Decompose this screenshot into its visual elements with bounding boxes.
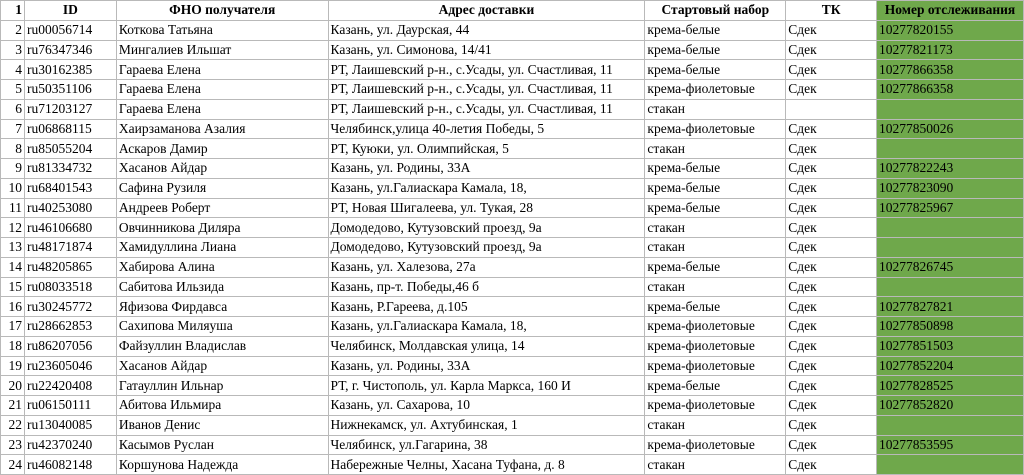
cell-tk[interactable]: Сдек xyxy=(786,376,877,396)
row-number[interactable]: 9 xyxy=(1,159,25,179)
cell-fio[interactable]: Касымов Руслан xyxy=(116,435,328,455)
cell-fio[interactable]: Гатауллин Ильнар xyxy=(116,376,328,396)
column-header-kit[interactable]: Стартовый набор xyxy=(645,1,786,21)
cell-tracking[interactable]: 10277823090 xyxy=(877,178,1024,198)
cell-id[interactable]: ru86207056 xyxy=(24,336,116,356)
cell-tk[interactable]: Сдек xyxy=(786,277,877,297)
cell-tracking[interactable] xyxy=(877,139,1024,159)
cell-tracking[interactable] xyxy=(877,218,1024,238)
cell-kit[interactable]: стакан xyxy=(645,415,786,435)
row-number[interactable]: 3 xyxy=(1,40,25,60)
cell-address[interactable]: Казань, ул. Даурская, 44 xyxy=(328,20,645,40)
cell-id[interactable]: ru71203127 xyxy=(24,99,116,119)
cell-kit[interactable]: стакан xyxy=(645,99,786,119)
cell-kit[interactable]: крема-фиолетовые xyxy=(645,336,786,356)
cell-id[interactable]: ru48205865 xyxy=(24,257,116,277)
cell-id[interactable]: ru48171874 xyxy=(24,238,116,258)
cell-tracking[interactable] xyxy=(877,415,1024,435)
cell-id[interactable]: ru08033518 xyxy=(24,277,116,297)
table-row xyxy=(1,376,1024,396)
cell-kit[interactable]: крема-фиолетовые xyxy=(645,119,786,139)
cell-address[interactable]: Казань, ул. Халезова, 27а xyxy=(328,257,645,277)
cell-fio[interactable]: Хасанов Айдар xyxy=(116,356,328,376)
cell-tk[interactable]: Сдек xyxy=(786,356,877,376)
cell-id[interactable]: ru23605046 xyxy=(24,356,116,376)
table-row xyxy=(1,257,1024,277)
row-number[interactable]: 21 xyxy=(1,396,25,416)
cell-fio[interactable]: Файзуллин Владислав xyxy=(116,336,328,356)
cell-tracking[interactable]: 10277828525 xyxy=(877,376,1024,396)
row-number[interactable]: 12 xyxy=(1,218,25,238)
table-row xyxy=(1,40,1024,60)
cell-tk[interactable]: Сдек xyxy=(786,60,877,80)
row-number[interactable]: 4 xyxy=(1,60,25,80)
table-row xyxy=(1,415,1024,435)
cell-tk[interactable]: Сдек xyxy=(786,139,877,159)
column-header-address[interactable]: Адрес доставки xyxy=(328,1,645,21)
cell-address[interactable]: РТ, г. Чистополь, ул. Карла Маркса, 160 И xyxy=(328,376,645,396)
table-row xyxy=(1,198,1024,218)
cell-tracking[interactable]: 10277822243 xyxy=(877,159,1024,179)
cell-id[interactable]: ru50351106 xyxy=(24,80,116,100)
row-number[interactable]: 15 xyxy=(1,277,25,297)
cell-tracking[interactable]: 10277866358 xyxy=(877,80,1024,100)
cell-address[interactable]: Казань, ул. Симонова, 14/41 xyxy=(328,40,645,60)
cell-tk[interactable]: Сдек xyxy=(786,159,877,179)
cell-address[interactable]: Казань, пр-т. Победы,46 б xyxy=(328,277,645,297)
cell-kit[interactable]: крема-белые xyxy=(645,60,786,80)
cell-fio[interactable]: Гараева Елена xyxy=(116,99,328,119)
row-number[interactable]: 24 xyxy=(1,455,25,475)
column-header-tracking[interactable]: Номер отслеживания xyxy=(877,1,1024,21)
header-row xyxy=(1,1,1024,21)
cell-tk[interactable]: Сдек xyxy=(786,119,877,139)
cell-id[interactable]: ru42370240 xyxy=(24,435,116,455)
cell-id[interactable]: ru28662853 xyxy=(24,317,116,337)
cell-id[interactable]: ru22420408 xyxy=(24,376,116,396)
table-row xyxy=(1,60,1024,80)
cell-fio[interactable]: Сабитова Ильзида xyxy=(116,277,328,297)
cell-tk[interactable]: Сдек xyxy=(786,317,877,337)
cell-address[interactable]: Домодедово, Кутузовский проезд, 9а xyxy=(328,218,645,238)
table-row xyxy=(1,277,1024,297)
table-row xyxy=(1,356,1024,376)
cell-address[interactable]: Челябинск, Молдавская улица, 14 xyxy=(328,336,645,356)
cell-kit[interactable]: крема-белые xyxy=(645,178,786,198)
cell-address[interactable]: Казань, ул.Галиаскара Камала, 18, xyxy=(328,317,645,337)
cell-tk[interactable] xyxy=(786,99,877,119)
row-number[interactable]: 11 xyxy=(1,198,25,218)
cell-fio[interactable]: Хаирзаманова Азалия xyxy=(116,119,328,139)
row-number[interactable]: 20 xyxy=(1,376,25,396)
cell-tracking[interactable] xyxy=(877,238,1024,258)
cell-address[interactable]: РТ, Лаишевский р-н., с.Усады, ул. Счастливая, 11 xyxy=(328,99,645,119)
cell-id[interactable]: ru13040085 xyxy=(24,415,116,435)
cell-id[interactable]: ru40253080 xyxy=(24,198,116,218)
cell-kit[interactable]: крема-белые xyxy=(645,159,786,179)
row-number[interactable]: 7 xyxy=(1,119,25,139)
cell-kit[interactable]: стакан xyxy=(645,238,786,258)
cell-address[interactable]: РТ, Новая Шигалеева, ул. Тукая, 28 xyxy=(328,198,645,218)
table-row xyxy=(1,336,1024,356)
table-body xyxy=(1,20,1024,474)
cell-fio[interactable]: Иванов Денис xyxy=(116,415,328,435)
cell-fio[interactable]: Гараева Елена xyxy=(116,80,328,100)
cell-fio[interactable]: Сахипова Миляуша xyxy=(116,317,328,337)
row-number[interactable]: 6 xyxy=(1,99,25,119)
cell-tk[interactable]: Сдек xyxy=(786,455,877,475)
row-number[interactable]: 23 xyxy=(1,435,25,455)
cell-id[interactable]: ru68401543 xyxy=(24,178,116,198)
table-row xyxy=(1,159,1024,179)
cell-kit[interactable]: крема-фиолетовые xyxy=(645,356,786,376)
cell-fio[interactable]: Абитова Ильмира xyxy=(116,396,328,416)
cell-fio[interactable]: Яфизова Фирдавса xyxy=(116,297,328,317)
table-row xyxy=(1,396,1024,416)
column-header-id[interactable]: ID xyxy=(24,1,116,21)
cell-id[interactable]: ru30162385 xyxy=(24,60,116,80)
table-row xyxy=(1,435,1024,455)
cell-tracking[interactable]: 10277821173 xyxy=(877,40,1024,60)
cell-id[interactable]: ru76347346 xyxy=(24,40,116,60)
cell-tracking[interactable] xyxy=(877,277,1024,297)
cell-fio[interactable]: Овчинникова Диляра xyxy=(116,218,328,238)
cell-fio[interactable]: Сафина Рузиля xyxy=(116,178,328,198)
cell-kit[interactable]: крема-фиолетовые xyxy=(645,396,786,416)
cell-fio[interactable]: Андреев Роберт xyxy=(116,198,328,218)
cell-kit[interactable]: крема-фиолетовые xyxy=(645,80,786,100)
cell-tracking[interactable]: 10277825967 xyxy=(877,198,1024,218)
row-number[interactable]: 17 xyxy=(1,317,25,337)
cell-fio[interactable]: Хабирова Алина xyxy=(116,257,328,277)
cell-tracking[interactable]: 10277820155 xyxy=(877,20,1024,40)
row-number[interactable]: 10 xyxy=(1,178,25,198)
cell-kit[interactable]: крема-белые xyxy=(645,198,786,218)
row-number[interactable]: 19 xyxy=(1,356,25,376)
cell-kit[interactable]: крема-белые xyxy=(645,20,786,40)
cell-id[interactable]: ru46106680 xyxy=(24,218,116,238)
cell-kit[interactable]: крема-белые xyxy=(645,297,786,317)
cell-address[interactable]: Набережные Челны, Хасана Туфана, д. 8 xyxy=(328,455,645,475)
cell-fio[interactable]: Коршунова Надежда xyxy=(116,455,328,475)
cell-address[interactable]: Казань, ул.Галиаскара Камала, 18, xyxy=(328,178,645,198)
cell-tk[interactable]: Сдек xyxy=(786,415,877,435)
row-number[interactable]: 13 xyxy=(1,238,25,258)
cell-address[interactable]: РТ, Лаишевский р-н., с.Усады, ул. Счастливая, 11 xyxy=(328,80,645,100)
cell-tk[interactable]: Сдек xyxy=(786,40,877,60)
cell-address[interactable]: РТ, Лаишевский р-н., с.Усады, ул. Счастливая, 11 xyxy=(328,60,645,80)
cell-address[interactable]: Нижнекамск, ул. Ахтубинская, 1 xyxy=(328,415,645,435)
cell-fio[interactable]: Хамидуллина Лиана xyxy=(116,238,328,258)
cell-tracking[interactable]: 10277866358 xyxy=(877,60,1024,80)
cell-tracking[interactable] xyxy=(877,455,1024,475)
cell-address[interactable]: РТ, Куюки, ул. Олимпийская, 5 xyxy=(328,139,645,159)
table-row xyxy=(1,178,1024,198)
cell-kit[interactable]: крема-фиолетовые xyxy=(645,317,786,337)
cell-tracking[interactable]: 10277850898 xyxy=(877,317,1024,337)
cell-tk[interactable]: Сдек xyxy=(786,435,877,455)
cell-fio[interactable]: Хасанов Айдар xyxy=(116,159,328,179)
cell-address[interactable]: Казань, ул. Сахарова, 10 xyxy=(328,396,645,416)
cell-tracking[interactable] xyxy=(877,99,1024,119)
cell-tracking[interactable]: 10277826745 xyxy=(877,257,1024,277)
cell-tk[interactable]: Сдек xyxy=(786,20,877,40)
cell-tracking[interactable]: 10277852820 xyxy=(877,396,1024,416)
cell-fio[interactable]: Мингалиев Ильшат xyxy=(116,40,328,60)
cell-tracking[interactable]: 10277827821 xyxy=(877,297,1024,317)
cell-id[interactable]: ru46082148 xyxy=(24,455,116,475)
cell-id[interactable]: ru85055204 xyxy=(24,139,116,159)
cell-tracking[interactable]: 10277851503 xyxy=(877,336,1024,356)
table-row xyxy=(1,238,1024,258)
row-number[interactable]: 16 xyxy=(1,297,25,317)
cell-id[interactable]: ru06868115 xyxy=(24,119,116,139)
row-number[interactable]: 8 xyxy=(1,139,25,159)
cell-address[interactable]: Казань, ул. Родины, 33А xyxy=(328,356,645,376)
cell-tk[interactable]: Сдек xyxy=(786,396,877,416)
table-row xyxy=(1,455,1024,475)
cell-id[interactable]: ru00056714 xyxy=(24,20,116,40)
cell-tracking[interactable]: 10277853595 xyxy=(877,435,1024,455)
table-row xyxy=(1,297,1024,317)
row-number[interactable]: 22 xyxy=(1,415,25,435)
cell-tk[interactable]: Сдек xyxy=(786,297,877,317)
cell-tk[interactable]: Сдек xyxy=(786,198,877,218)
cell-tk[interactable]: Сдек xyxy=(786,257,877,277)
row-number[interactable]: 18 xyxy=(1,336,25,356)
cell-tk[interactable]: Сдек xyxy=(786,238,877,258)
cell-fio[interactable]: Аскаров Дамир xyxy=(116,139,328,159)
table-row xyxy=(1,80,1024,100)
row-number[interactable]: 5 xyxy=(1,80,25,100)
cell-address[interactable]: Казань, Р.Гареева, д.105 xyxy=(328,297,645,317)
cell-id[interactable]: ru81334732 xyxy=(24,159,116,179)
cell-tracking[interactable]: 10277850026 xyxy=(877,119,1024,139)
table-row xyxy=(1,119,1024,139)
row-number[interactable]: 1 xyxy=(1,1,25,21)
table-row xyxy=(1,99,1024,119)
cell-kit[interactable]: крема-белые xyxy=(645,376,786,396)
table-row xyxy=(1,20,1024,40)
cell-fio[interactable]: Коткова Татьяна xyxy=(116,20,328,40)
cell-kit[interactable]: крема-фиолетовые xyxy=(645,435,786,455)
cell-address[interactable]: Домодедово, Кутузовский проезд, 9а xyxy=(328,238,645,258)
row-number[interactable]: 14 xyxy=(1,257,25,277)
cell-tk[interactable]: Сдек xyxy=(786,80,877,100)
cell-id[interactable]: ru06150111 xyxy=(24,396,116,416)
cell-kit[interactable]: крема-белые xyxy=(645,40,786,60)
cell-address[interactable]: Челябинск, ул.Гагарина, 38 xyxy=(328,435,645,455)
cell-id[interactable]: ru30245772 xyxy=(24,297,116,317)
cell-kit[interactable]: стакан xyxy=(645,139,786,159)
cell-address[interactable]: Казань, ул. Родины, 33А xyxy=(328,159,645,179)
cell-tk[interactable]: Сдек xyxy=(786,178,877,198)
row-number[interactable]: 2 xyxy=(1,20,25,40)
table-row xyxy=(1,317,1024,337)
column-header-fio[interactable]: ФНО получателя xyxy=(116,1,328,21)
cell-kit[interactable]: стакан xyxy=(645,218,786,238)
cell-fio[interactable]: Гараева Елена xyxy=(116,60,328,80)
cell-kit[interactable]: крема-белые xyxy=(645,257,786,277)
cell-tracking[interactable]: 10277852204 xyxy=(877,356,1024,376)
cell-address[interactable]: Челябинск,улица 40-летия Победы, 5 xyxy=(328,119,645,139)
cell-tk[interactable]: Сдек xyxy=(786,336,877,356)
table-row xyxy=(1,218,1024,238)
cell-kit[interactable]: стакан xyxy=(645,277,786,297)
column-header-tk[interactable]: ТК xyxy=(786,1,877,21)
table-row xyxy=(1,139,1024,159)
cell-tk[interactable]: Сдек xyxy=(786,218,877,238)
cell-kit[interactable]: стакан xyxy=(645,455,786,475)
